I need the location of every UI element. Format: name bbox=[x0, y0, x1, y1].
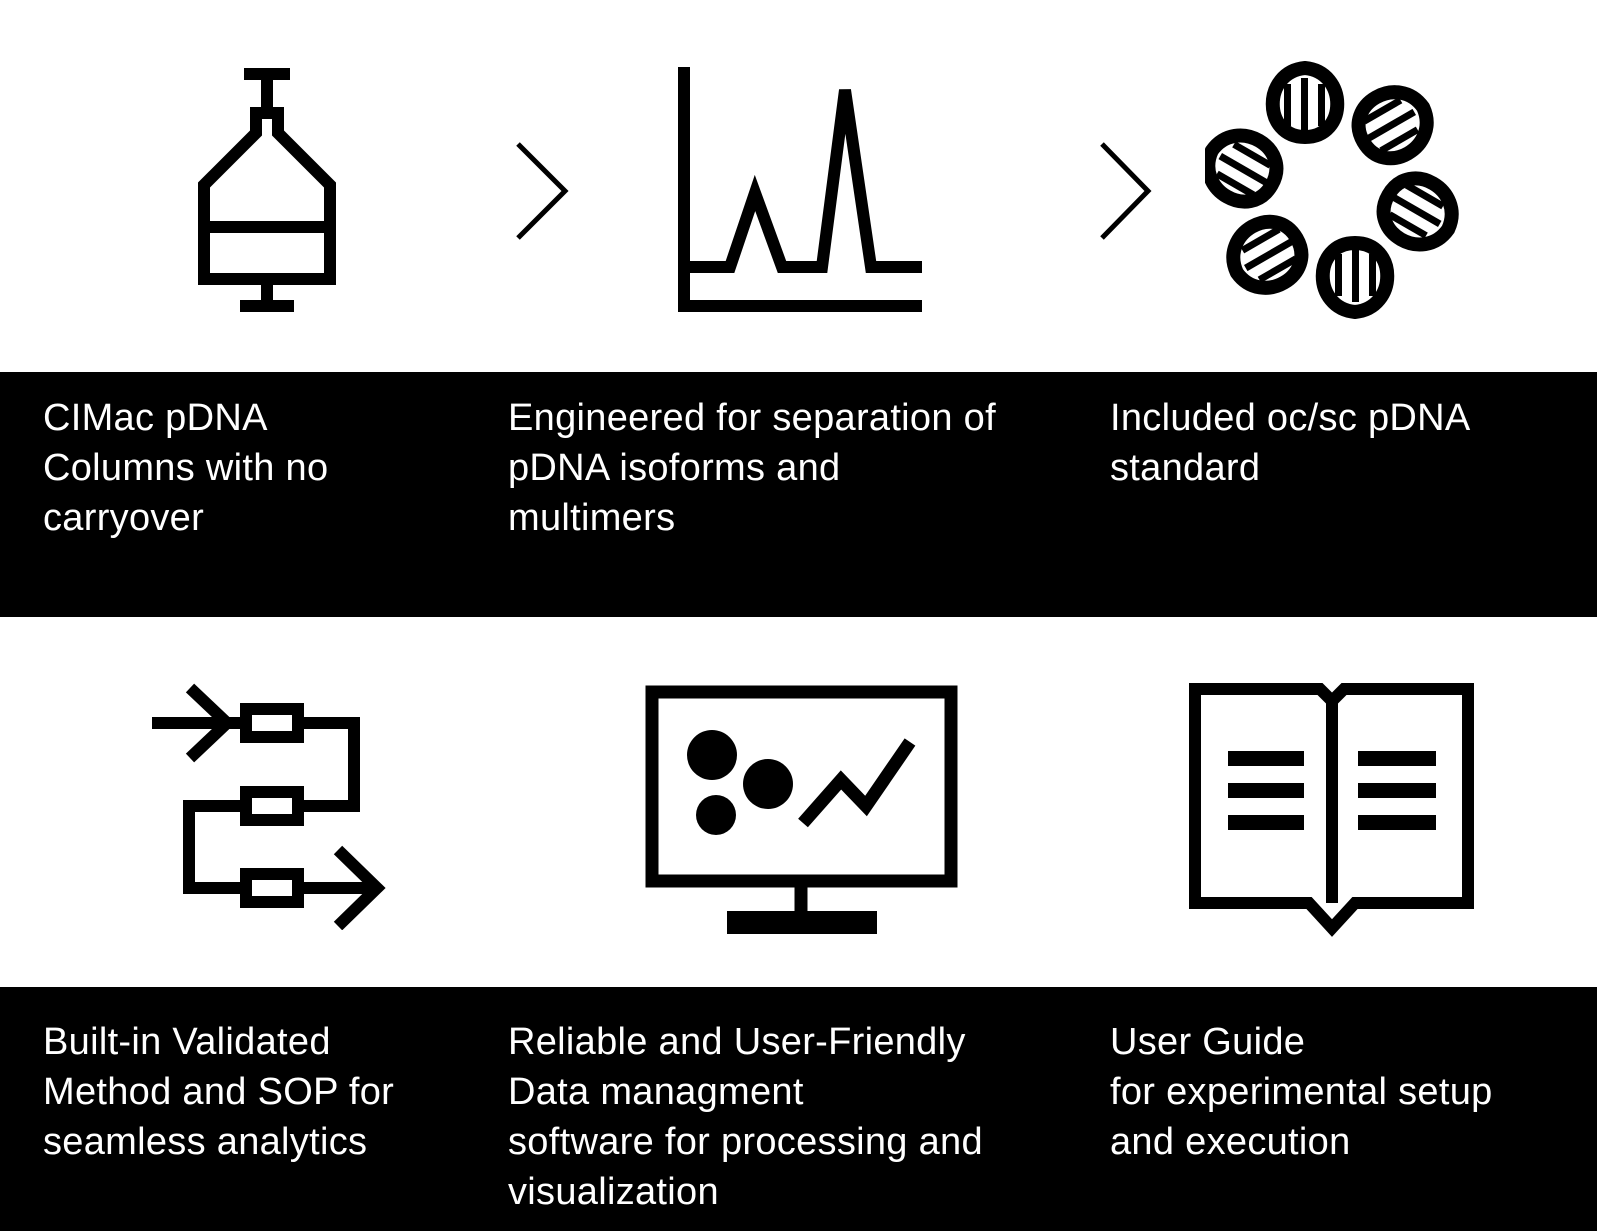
plasmid-dna-icon bbox=[1205, 60, 1465, 320]
step-caption-standard: Included oc/sc pDNA standard bbox=[1110, 397, 1471, 489]
chromatogram-icon bbox=[670, 60, 930, 320]
workflow-icon bbox=[148, 680, 388, 930]
feature-caption-method: Built-in Validated Method and SOP for seamless analytics bbox=[43, 1021, 395, 1163]
column-icon bbox=[190, 60, 340, 320]
feature-caption-user-guide: User Guide for experimental setup and execution bbox=[1110, 1021, 1493, 1163]
chevron-right-icon bbox=[1090, 138, 1155, 243]
feature-caption-software: Reliable and User-Friendly Data managment software for processing and visualization bbox=[508, 1021, 983, 1213]
step-caption-separation: Engineered for separation of pDNA isoforms and multimers bbox=[508, 397, 996, 539]
book-icon bbox=[1185, 680, 1475, 940]
monitor-icon bbox=[640, 680, 960, 935]
step-caption-columns: CIMac pDNA Columns with no carryover bbox=[43, 397, 329, 539]
chevron-right-icon bbox=[505, 138, 570, 243]
